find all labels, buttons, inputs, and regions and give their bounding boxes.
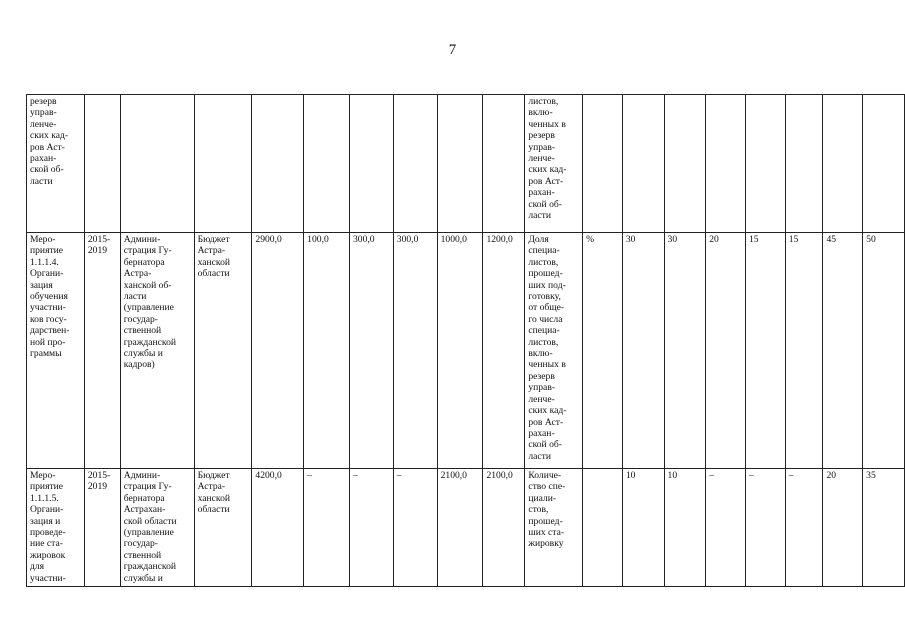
table-cell (437, 95, 483, 233)
table-cell: 30 (622, 233, 664, 469)
table-cell: Количе- ство спе- циали- стов, прошед- ших ста- жировку (525, 469, 583, 587)
table-cell (84, 95, 120, 233)
table-cell: 10 (664, 469, 706, 587)
table-cell: – (304, 469, 350, 587)
table-cell: 20 (706, 233, 746, 469)
table-cell (194, 95, 252, 233)
table-cell: Админи- страция Гу- бернатора Астрахан- ской области (управление государ- ственной гражданской службы и (120, 469, 194, 587)
table-cell: 2015- 2019 (84, 469, 120, 587)
table-cell: 100,0 (304, 233, 350, 469)
table-cell: 30 (664, 233, 706, 469)
table-cell (483, 95, 525, 233)
table-cell: Бюджет Астра- ханской области (194, 469, 252, 587)
table-cell: – (745, 469, 785, 587)
table-cell: листов, вклю- ченных в резерв управ- ленче- ских кад- ров Аст- рахан- ской об- ласти (525, 95, 583, 233)
table-cell: 2100,0 (437, 469, 483, 587)
table-cell: 300,0 (393, 233, 437, 469)
table-cell: 15 (745, 233, 785, 469)
table-cell: 1000,0 (437, 233, 483, 469)
table-cell: 15 (785, 233, 823, 469)
table-cell: 2015- 2019 (84, 233, 120, 469)
table-cell (745, 95, 785, 233)
table-cell: Меро- приятие 1.1.1.5. Органи- зация и проведе- ние ста- жировок для участни- (27, 469, 85, 587)
table-cell (349, 95, 393, 233)
table-row (27, 95, 905, 233)
page-number: 7 (448, 42, 457, 58)
table-cell (622, 95, 664, 233)
table-cell: – (349, 469, 393, 587)
table-cell: 20 (823, 469, 863, 587)
table-cell: 1200,0 (483, 233, 525, 469)
table-cell: 300,0 (349, 233, 393, 469)
table-cell (304, 95, 350, 233)
table-cell: % (583, 233, 623, 469)
table-cell (583, 469, 623, 587)
table-cell: 4200,0 (252, 469, 304, 587)
table-row (27, 233, 905, 469)
program-table (26, 94, 905, 587)
table-cell (664, 95, 706, 233)
table-cell: 35 (863, 469, 905, 587)
table-cell (393, 95, 437, 233)
table-cell (863, 95, 905, 233)
table-cell: резерв управ- ленче- ских кад- ров Аст- рахан- ской об- ласти (27, 95, 85, 233)
table-cell (706, 95, 746, 233)
table-cell (252, 95, 304, 233)
table-row (27, 469, 905, 587)
table-cell: Бюджет Астра- ханской области (194, 233, 252, 469)
table-cell (583, 95, 623, 233)
table-cell: – (785, 469, 823, 587)
table-cell: 45 (823, 233, 863, 469)
table-cell: Меро- приятие 1.1.1.4. Органи- зация обучения участни- ков госу- дарствен- ной про- граммы (27, 233, 85, 469)
table-cell: 2100,0 (483, 469, 525, 587)
table-cell: 2900,0 (252, 233, 304, 469)
table-cell: Админи- страция Гу- бернатора Астра- ханской об- ласти (управление государ- ственной гражданской службы и кадров) (120, 233, 194, 469)
table-cell: 50 (863, 233, 905, 469)
table-cell: – (393, 469, 437, 587)
table-cell: Доля специа- листов, прошед- ших под- готовку, от обще- го числа специа- листов, вклю- ченных в резерв управ- ленче- ских кад- ров Аст- рахан- ской об- ласти (525, 233, 583, 469)
table-cell (120, 95, 194, 233)
table-cell (785, 95, 823, 233)
table-cell (823, 95, 863, 233)
table-cell: 10 (622, 469, 664, 587)
table-cell: – (706, 469, 746, 587)
